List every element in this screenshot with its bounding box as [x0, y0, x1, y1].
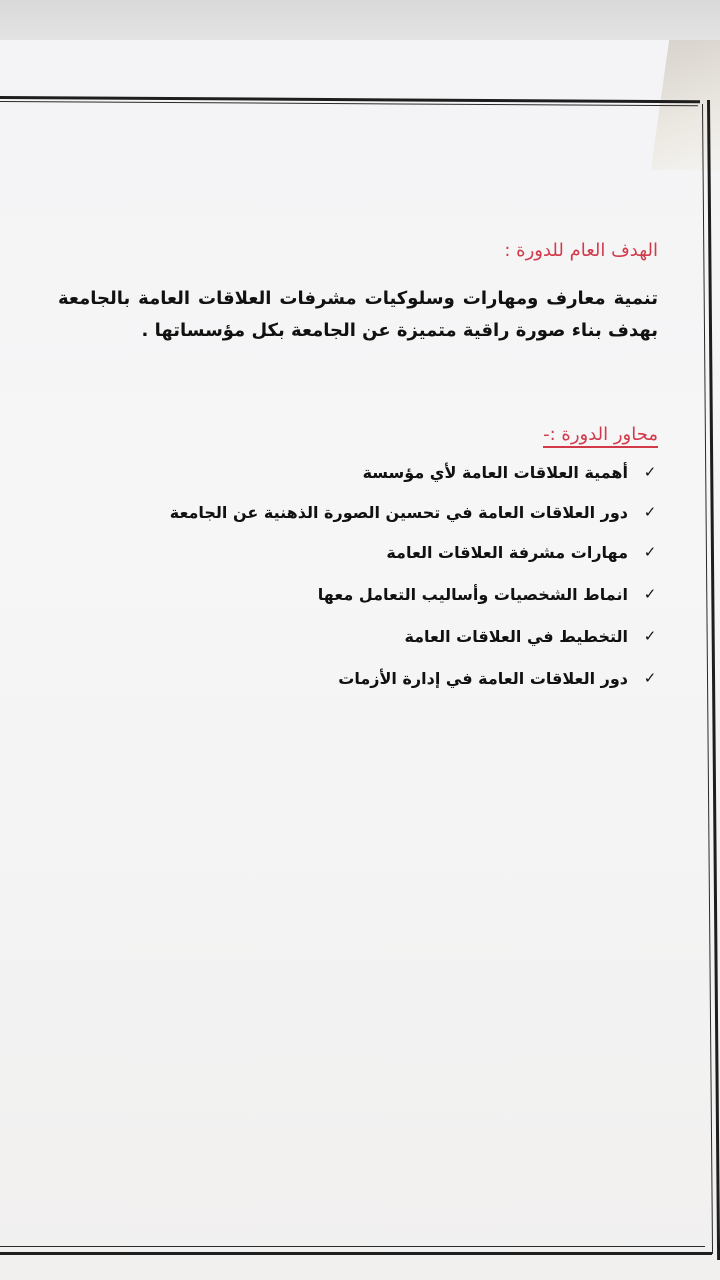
- axes-heading: محاور الدورة :-: [543, 424, 658, 448]
- check-icon: ✓: [643, 543, 657, 561]
- goal-heading: الهدف العام للدورة :: [504, 240, 658, 261]
- check-icon: ✓: [643, 585, 657, 603]
- axes-list: [170, 458, 658, 692]
- check-icon: ✓: [643, 503, 657, 521]
- list-item-text: أهمية العلاقات العامة لأي مؤسسة: [362, 462, 628, 482]
- page-border-bottom: [0, 1252, 712, 1255]
- page-border-bottom-inner: [0, 1246, 705, 1247]
- goal-paragraph: تنمية معارف ومهارات وسلوكيات مشرفات العلاقات العامة بالجامعة بهدف بناء صورة راقية متميزة عن الجامعة بكل مؤسساتها .: [58, 288, 658, 341]
- list-item-text: دور العلاقات العامة في إدارة الأزمات: [338, 668, 628, 688]
- list-item-text: انماط الشخصيات وأساليب التعامل معها: [317, 584, 628, 604]
- list-item: [170, 538, 658, 566]
- check-icon: ✓: [643, 669, 657, 687]
- check-icon: ✓: [643, 463, 657, 481]
- list-item: [170, 580, 658, 608]
- list-item-text: دور العلاقات العامة في تحسين الصورة الذهنية عن الجامعة: [169, 502, 628, 522]
- list-item: [170, 458, 658, 486]
- list-item-text: مهارات مشرفة العلاقات العامة: [386, 542, 628, 562]
- check-icon: ✓: [643, 627, 657, 645]
- list-item-text: التخطيط في العلاقات العامة: [404, 626, 628, 646]
- list-item: [170, 622, 658, 650]
- list-item: [170, 664, 658, 692]
- list-item: [170, 498, 658, 526]
